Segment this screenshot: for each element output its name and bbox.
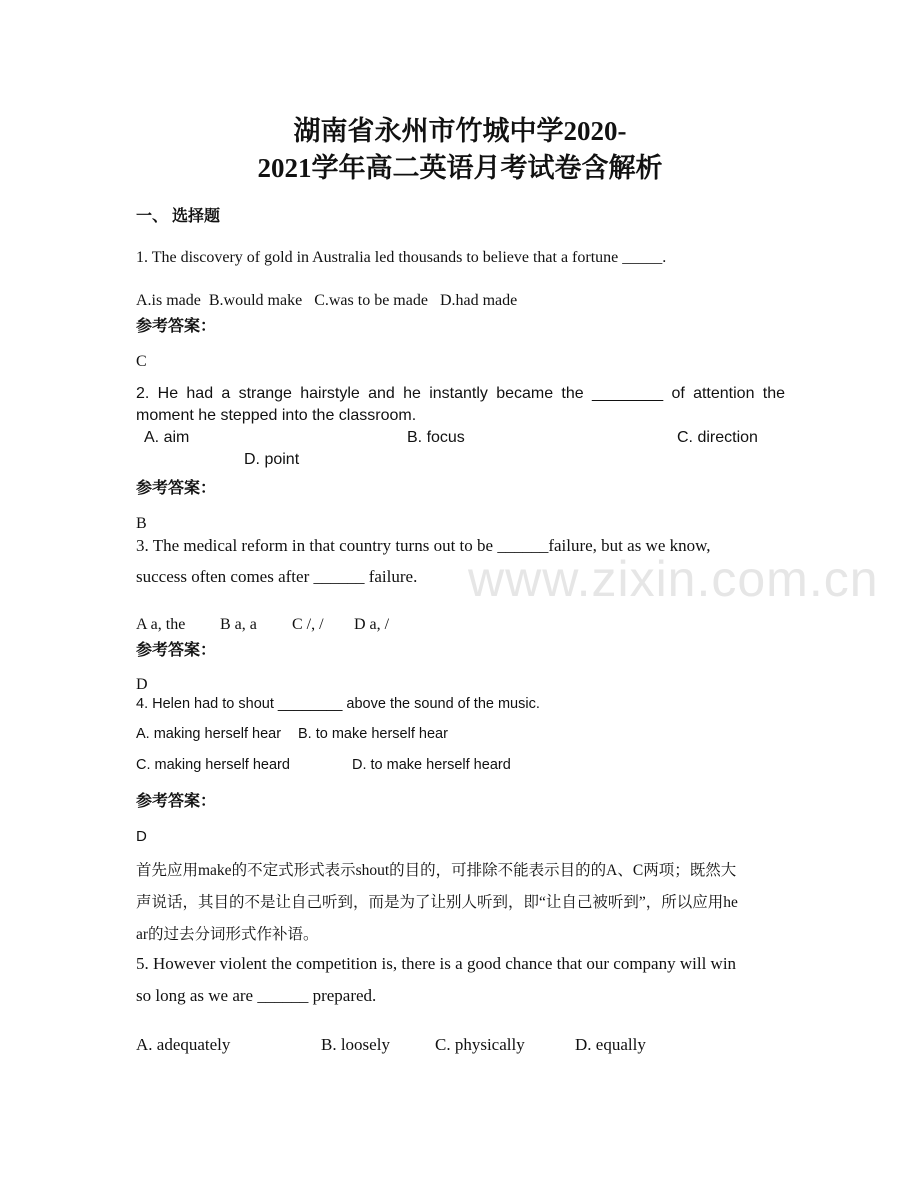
question-1-answer: C	[136, 353, 147, 370]
question-5-option-d: D. equally	[575, 1035, 646, 1054]
question-4-explanation-line-1: 首先应用make的不定式形式表示shout的目的，可排除不能表示目的的A、C两项；既然大	[136, 862, 737, 879]
question-4-option-a: A. making herself hear	[136, 726, 282, 742]
question-2-answer: B	[136, 515, 147, 532]
watermark-text: www.zixin.com.cn	[468, 551, 879, 607]
question-5-stem-line-1: 5. However violent the competition is, there is a good chance that our company will win	[136, 954, 737, 973]
question-4-explanation-line-2: 声说话，其目的不是让自己听到，而是为了让别人听到，即“让自己被听到”，所以应用he	[136, 894, 738, 911]
section-heading: 一、 选择题	[136, 208, 221, 225]
question-2-option-d: D. point	[244, 451, 300, 468]
answer-label: 参考答案：	[136, 793, 217, 810]
question-2-option-c: C. direction	[677, 429, 758, 446]
question-3-option-d: D a, /	[354, 616, 390, 633]
document-title-line-1: 湖南省永州市竹城中学2020-	[293, 116, 627, 146]
question-3-option-a: A a, the	[136, 616, 186, 633]
question-3-stem-line-1: 3. The medical reform in that country turns out to be ______failure, but as we know,	[136, 536, 711, 555]
question-4-option-d: D. to make herself heard	[352, 757, 511, 773]
question-5-option-a: A. adequately	[136, 1035, 231, 1054]
document-title-line-2: 2021学年高二英语月考试卷含解析	[257, 153, 663, 183]
question-1-stem: 1. The discovery of gold in Australia led thousands to believe that a fortune _____.	[136, 249, 667, 266]
question-4-option-c: C. making herself heard	[136, 757, 290, 773]
question-4-option-b: B. to make herself hear	[298, 726, 448, 742]
question-3-stem-line-2: success often comes after ______ failure.	[136, 567, 418, 586]
question-5-option-b: B. loosely	[321, 1035, 390, 1054]
question-4-stem: 4. Helen had to shout ________ above the sound of the music.	[136, 696, 540, 712]
question-1-options: A.is made B.would make C.was to be made D.had made	[136, 292, 518, 309]
question-3-answer: D	[136, 676, 148, 693]
answer-label: 参考答案：	[136, 480, 217, 497]
question-4-explanation-line-3: ar的过去分词形式作补语。	[136, 926, 319, 943]
answer-label: 参考答案：	[136, 318, 217, 335]
question-3-option-c: C /, /	[292, 616, 324, 633]
question-5-stem-line-2: so long as we are ______ prepared.	[136, 986, 377, 1005]
question-5-option-c: C. physically	[435, 1035, 525, 1054]
question-2-stem-line-1: 2. He had a strange hairstyle and he instantly became the ________ of attention the	[136, 385, 785, 402]
answer-label: 参考答案：	[136, 642, 217, 659]
question-2-option-b: B. focus	[407, 429, 465, 446]
question-2-stem-line-2: moment he stepped into the classroom.	[136, 407, 417, 424]
question-4-answer: D	[136, 828, 147, 845]
question-3-option-b: B a, a	[220, 616, 257, 633]
question-2-option-a: A. aim	[144, 429, 190, 446]
